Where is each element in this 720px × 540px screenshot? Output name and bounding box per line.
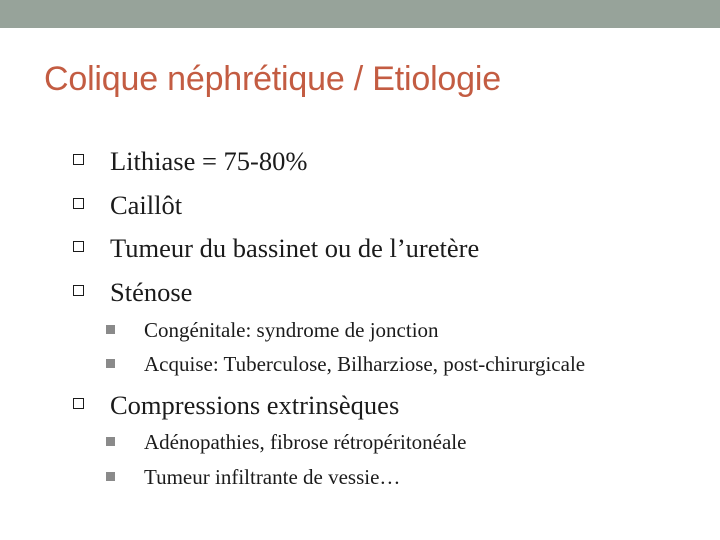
sub-bullet-text: Tumeur infiltrante de vessie…	[144, 465, 401, 489]
sub-bullet-text: Adénopathies, fibrose rétropéritonéale	[144, 430, 467, 454]
hollow-square-icon	[73, 198, 84, 209]
hollow-square-icon	[73, 241, 84, 252]
hollow-square-icon	[73, 154, 84, 165]
hollow-square-icon	[73, 398, 84, 409]
hollow-square-icon	[73, 285, 84, 296]
bullet-text: Lithiase = 75-80%	[110, 146, 308, 176]
filled-square-icon	[106, 359, 115, 368]
filled-square-icon	[106, 325, 115, 334]
slide-title: Colique néphrétique / Etiologie	[44, 60, 501, 98]
sub-bullet-text: Congénitale: syndrome de jonction	[144, 318, 439, 342]
bullet-text: Sténose	[110, 277, 193, 307]
sub-bullet-text: Acquise: Tuberculose, Bilharziose, post-chirurgicale	[144, 352, 586, 376]
bullet-text: Caillôt	[110, 190, 183, 220]
filled-square-icon	[106, 437, 115, 446]
bullet-text: Compressions extrinsèques	[110, 390, 400, 420]
filled-square-icon	[106, 472, 115, 481]
bullet-text: Tumeur du bassinet ou de l’uretère	[110, 233, 480, 263]
